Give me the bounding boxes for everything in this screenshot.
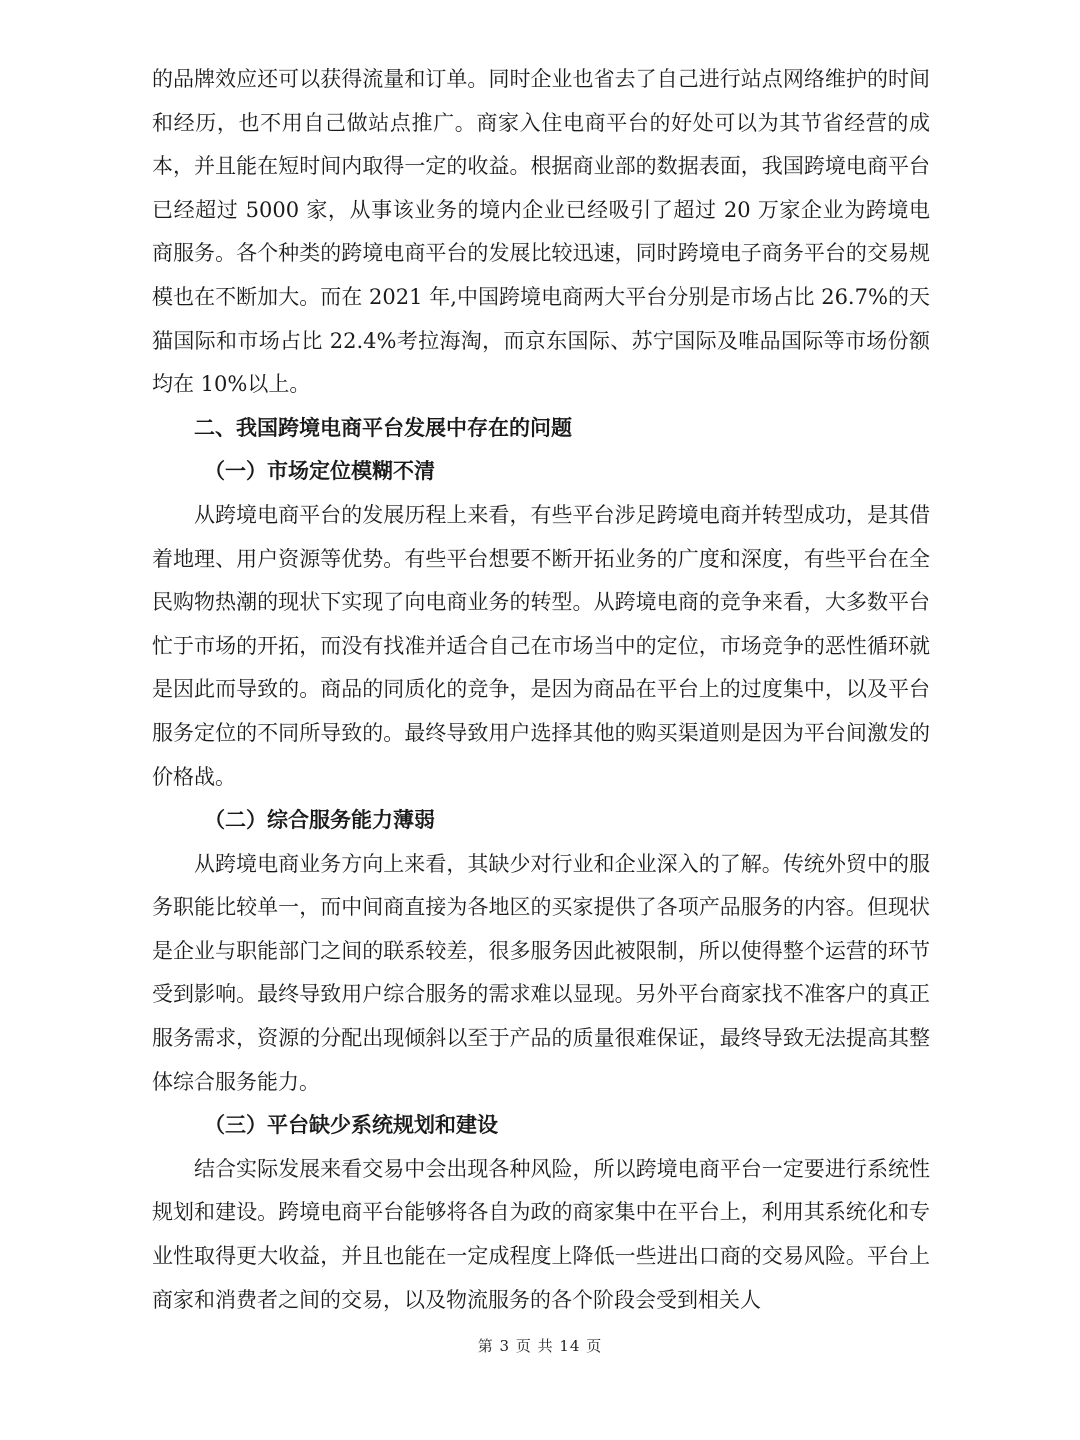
subheading-service-capability: （二）综合服务能力薄弱 [204, 808, 435, 833]
paragraph-platform-market: 的品牌效应还可以获得流量和订单。同时企业也省去了自己进行站点网络维护的时间和经历，也不用自己做站点推广。商家入住电商平台的好处可以为其节省经营的成本，并且能在短时间内取得一定的收益。根据商业部的数据表面，我国跨境电商平台已经超过 5000 家，从事该业务的境内企业已经吸引了超过 20 万家企业为跨境电商服务。各个种类的跨境电商平台的发展比较迅速，同时跨境电子商务平台的交易规模也在不断加大。而在 2021 年,中国跨境电商两大平台分别是市场占比 26.7%的天猫国际和市场占比 22.4%考拉海淘，而京东国际、苏宁国际及唯品国际等市场份额均在 10%以上。 [152, 67, 930, 397]
subheading-system-planning: （三）平台缺少系统规划和建设 [204, 1113, 498, 1138]
paragraph-service-capability: 从跨境电商业务方向上来看，其缺少对行业和企业深入的了解。传统外贸中的服务职能比较单一，而中间商直接为各地区的买家提供了各项产品服务的内容。但现状是企业与职能部门之间的联系较差，很多服务因此被限制，所以使得整个运营的环节受到影响。最终导致用户综合服务的需求难以显现。另外平台商家找不准客户的真正服务需求，资源的分配出现倾斜以至于产品的质量很难保证，最终导致无法提高其整体综合服务能力。 [152, 851, 930, 1094]
subheading-market-positioning: （一）市场定位模糊不清 [204, 459, 435, 484]
section-heading-problems: 二、我国跨境电商平台发展中存在的问题 [194, 415, 572, 440]
page-number-footer: 第 3 页 共 14 页 [477, 1337, 603, 1355]
document-page [152, 58, 930, 1322]
paragraph-system-planning: 结合实际发展来看交易中会出现各种风险，所以跨境电商平台一定要进行系统性规划和建设。跨境电商平台能够将各自为政的商家集中在平台上，利用其系统化和专业性取得更大收益，并且也能在一定成程度上降低一些进出口商的交易风险。平台上商家和消费者之间的交易，以及物流服务的各个阶段会受到相关人 [152, 1156, 930, 1312]
paragraph-market-positioning: 从跨境电商平台的发展历程上来看，有些平台涉足跨境电商并转型成功，是其借着地理、用户资源等优势。有些平台想要不断开拓业务的广度和深度，有些平台在全民购物热潮的现状下实现了向电商业务的转型。从跨境电商的竞争来看，大多数平台忙于市场的开拓，而没有找准并适合自己在市场当中的定位，市场竞争的恶性循环就是因此而导致的。商品的同质化的竞争，是因为商品在平台上的过度集中，以及平台服务定位的不同所导致的。最终导致用户选择其他的购买渠道则是因为平台间激发的价格战。 [152, 502, 930, 789]
